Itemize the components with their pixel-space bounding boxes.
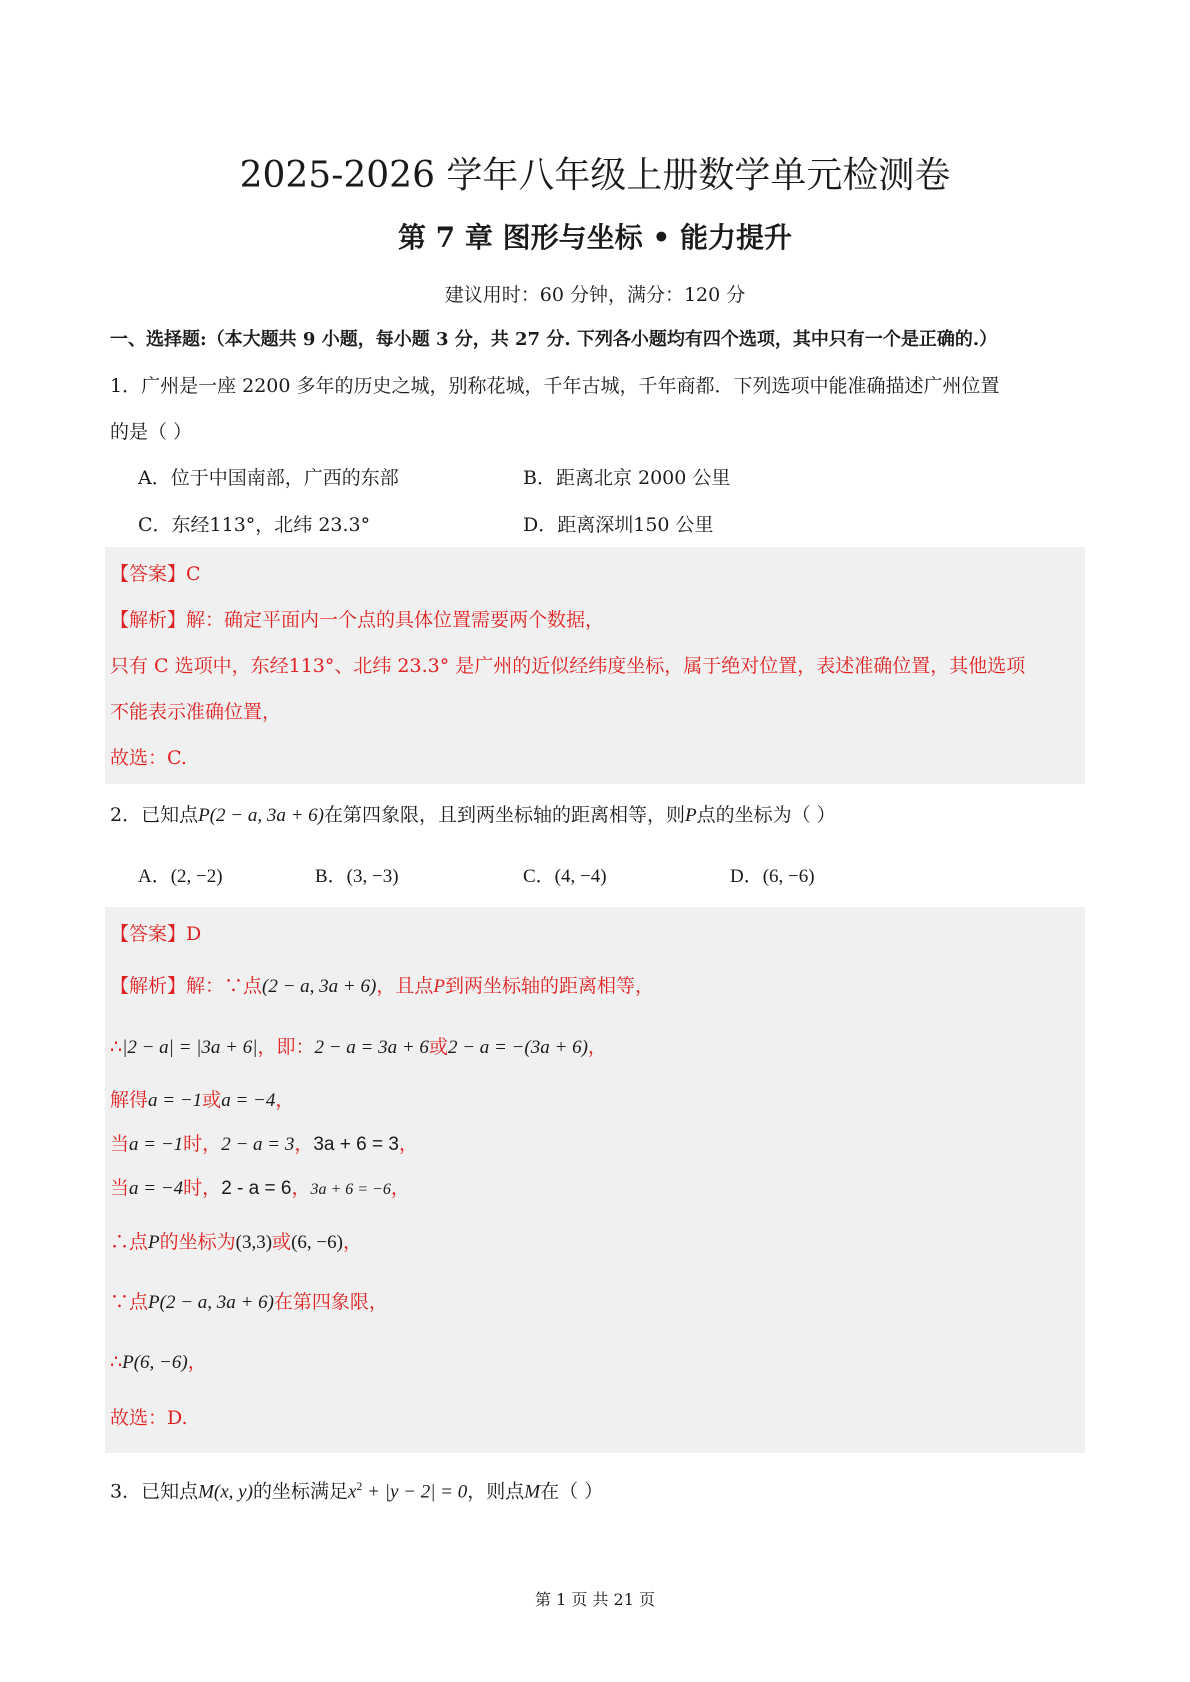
text: ∵点 [110,1291,149,1313]
q2-option-d: D．(6, −6) [730,866,815,887]
text: ， [275,1089,295,1111]
q3-eq-var: x [347,1481,357,1503]
q2-point-expr: P(2 − a, 3a + 6) [198,805,324,826]
math-expr: a = −4 [221,1090,276,1111]
q2-point-name: P [685,805,697,826]
math-expr: 2 − a = −(3a + 6) [447,1037,588,1058]
q2-analysis-line6 [110,1227,362,1258]
q1-option-b: B．距离北京 2000 公里 [523,467,731,489]
q3-point-expr: M(x, y) [198,1481,253,1503]
text: 解得 [110,1089,149,1111]
math-expr: 3a + 6 = 3 [313,1134,399,1155]
q3-point-name: M [524,1481,541,1503]
text: ， [187,1351,207,1373]
q2-stem-prefix: 2．已知点 [110,804,199,826]
q1-stem-line2: 的是（ ） [110,421,193,443]
math-expr: |2 − a| = |3a + 6| [122,1037,258,1058]
q1-stem-line1: 1．广州是一座 2200 多年的历史之城，别称花城，千年古城，千年商都．下列选项中能准确描述广州位置 [110,375,1000,397]
text: 或 [202,1089,222,1111]
math-expr: (2 − a, 3a + 6) [262,976,377,997]
math-expr: P(2 − a, 3a + 6) [148,1292,274,1313]
q3-stem-suffix-a: ，则点 [467,1480,525,1503]
text: 时， [183,1133,222,1155]
page-footer: 第 1 页 共 21 页 [535,1590,655,1609]
math-expr: 2 − a = 3 [221,1134,295,1155]
math-expr: (3,3) [235,1232,273,1253]
q1-answer-box [105,547,1085,784]
text: 当 [110,1133,130,1155]
exam-title: 2025-2026 学年八年级上册数学单元检测卷 [239,155,951,196]
text: 到两坐标轴的距离相等， [444,975,654,997]
math-expr: a = −1 [129,1134,184,1155]
q2-analysis-line7 [110,1287,388,1318]
analysis-label: 【解析】 [110,975,187,997]
q3-eq-exponent: 2 [356,1479,363,1493]
q2-analysis-line4 [110,1129,418,1160]
q2-analysis-line5 [110,1173,410,1205]
q1-option-c: C．东经113°，北纬 23.3° [138,514,371,536]
text: ，且点 [376,975,434,997]
math-var: P [148,1232,160,1253]
q2-analysis-line1 [110,971,654,1002]
text: ， [291,1177,311,1199]
q3-stem [110,1471,603,1507]
q2-analysis-line2 [110,1032,607,1063]
q2-conclusion: 故选：D. [110,1407,188,1429]
q2-analysis-line3 [110,1085,294,1116]
text: ∴ [110,1036,123,1058]
analysis-text: 解：确定平面内一个点的具体位置需要两个数据， [186,609,605,631]
q2-answer: 【答案】D [110,923,202,945]
q3-stem-prefix: 3．已知点 [110,1480,199,1503]
q1-analysis-line1 [110,605,604,635]
text: ， [390,1177,410,1199]
text: 时， [183,1177,222,1199]
q1-analysis-line2: 只有 C 选项中，东经113°、北纬 23.3° 是广州的近似经纬度坐标，属于绝对位置，表述准确位置，其他选项 [110,655,1026,677]
q2-stem [110,800,836,831]
analysis-label: 【解析】 [110,609,187,631]
text: 解：∵点 [186,975,263,997]
math-expr: a = −4 [129,1178,184,1199]
q3-eq-rest: + |y − 2| = 0 [362,1481,468,1503]
text: 在第四象限， [273,1291,388,1313]
math-expr: 2 - a = 6 [221,1178,292,1199]
text: ， [294,1133,314,1155]
q2-stem-mid: 在第四象限，且到两坐标轴的距离相等，则 [324,804,686,826]
section-heading: 一、选择题:（本大题共 9 小题，每小题 3 分，共 27 分. 下列各小题均有四个选项，其中只有一个是正确的.） [110,329,998,350]
text: ，即： [257,1036,315,1058]
q1-option-a: A．位于中国南部，广西的东部 [138,467,399,489]
q2-option-c: C．(4, −4) [523,866,607,887]
q2-option-a: A．(2, −2) [138,866,223,887]
math-expr: (6, −6) [291,1232,343,1253]
q1-conclusion: 故选：C. [110,747,187,769]
q3-stem-suffix-b: 在（ ） [540,1480,604,1503]
text: 或 [272,1231,292,1253]
text: 或 [428,1036,448,1058]
text: ∴点 [110,1231,149,1253]
math-expr: a = −1 [148,1090,203,1111]
q2-stem-suffix: 点的坐标为（ ） [696,804,836,826]
time-score-info: 建议用时：60 分钟，满分：120 分 [444,284,746,306]
q1-answer: 【答案】C [110,563,201,585]
text: ， [342,1231,362,1253]
math-expr: P(6, −6) [122,1352,188,1373]
text: ， [398,1133,418,1155]
q2-answer-box [105,907,1085,1453]
text: 当 [110,1177,130,1199]
q2-option-b: B．(3, −3) [315,866,399,887]
q1-option-d: D．距离深圳150 公里 [523,514,714,536]
text: ∴ [110,1351,123,1373]
chapter-subtitle: 第 7 章 图形与坐标 • 能力提升 [397,221,793,254]
math-var: P [433,976,445,997]
math-expr: 3a + 6 = −6 [310,1181,391,1198]
q1-analysis-line3: 不能表示准确位置， [110,701,282,723]
text: ， [587,1036,607,1058]
text: 的坐标为 [159,1231,236,1253]
q3-stem-mid: 的坐标满足 [252,1480,348,1503]
q2-analysis-line8 [110,1347,207,1378]
math-expr: 2 − a = 3a + 6 [314,1037,429,1058]
